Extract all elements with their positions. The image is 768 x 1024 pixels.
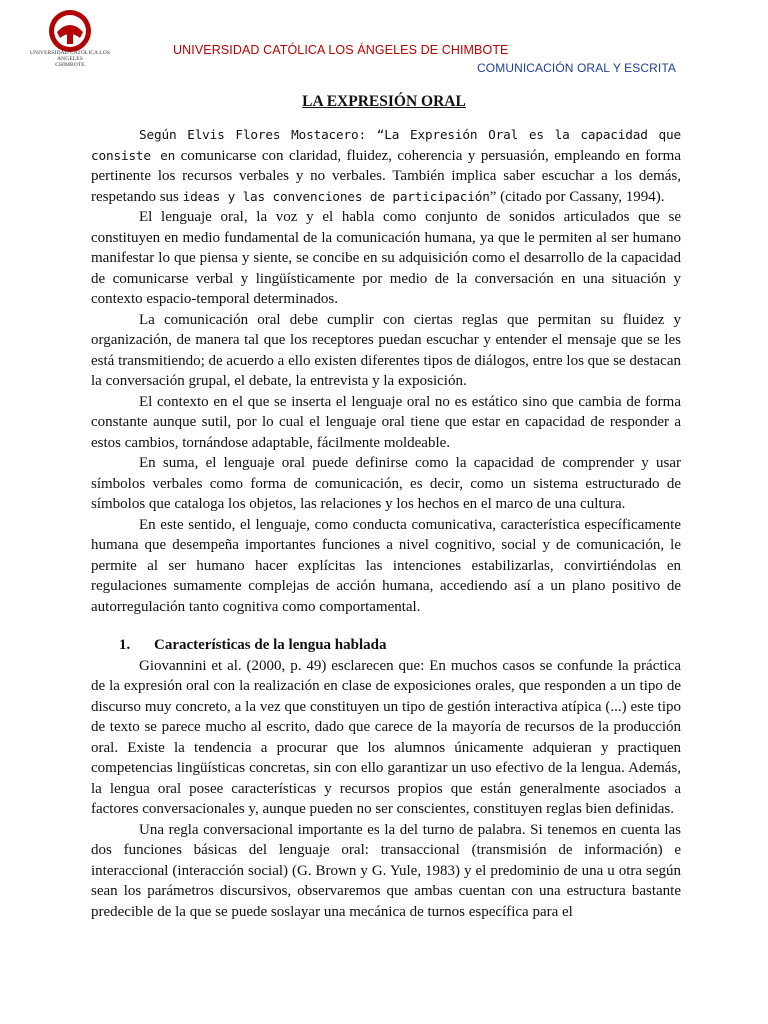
section-heading-1 (91, 635, 681, 656)
paragraph-1-main: comunicarse con claridad, fluidez, coherencia y persuasión, empleando en forma pertinente los recursos verbales y no verbales. También implica saber escuchar a los demás, respetando sus (91, 147, 681, 205)
logo-caption-line2: CHIMBOTE (55, 62, 85, 68)
paragraph-4: El contexto en el que se inserta el lenguaje oral no es estático sino que cambia de forma constante aunque sutil, por lo cual el lenguaje oral tiene que estar en capacidad de responder a estos cambios, tornándose adaptable, fácilmente moldeable. (91, 393, 681, 451)
logo-caption (20, 50, 120, 68)
paragraph-6: En este sentido, el lenguaje, como conducta comunicativa, característica específicamente humana que desempeña importantes funciones a nivel cognitivo, social y de comunicación, le permite al ser humano hacer explícitas las intenciones estabilizarlas, convirtiéndolas en regulaciones sumamente complejas de acción humana, accediendo así a un plano positivo de autorregulación tanto cognitiva como comportamental. (91, 516, 681, 615)
paragraph-5: En suma, el lenguaje oral puede definirse como la capacidad de comprender y usar símbolos verbales como forma de comunicación, es decir, como un sistema estructurado de símbolos que cataloga los objetos, las relaciones y los hechos en el marco de una cultura. (91, 455, 681, 512)
header-course: COMUNICACIÓN ORAL Y ESCRITA (477, 61, 676, 75)
paragraph-1 (91, 125, 681, 207)
paragraph-3: La comunicación oral debe cumplir con ciertas reglas que permitan su fluidez y organización, de manera tal que los receptores puedan escuchar y entender el mensaje que se les está transmitiendo; de acuerdo a ello existen diferentes tipos de diálogos, entre los que se destacan la conversación grupal, el debate, la entrevista y la exposición. (91, 311, 681, 389)
paragraph-1-quote-start: Según Elvis Flores Mostacero: “La Expresión Oral es la capacidad que consiste en (91, 127, 681, 163)
logo-caption-line1: UNIVERSIDAD CATÓLICA LOS ÁNGELES (29, 50, 110, 62)
paragraph-8: Una regla conversacional importante es la del turno de palabra. Si tenemos en cuenta las dos funciones básicas del lenguaje oral: transaccional (transmisión de información) e interaccional (interacción social) (G. Brown y G. Yule, 1983) y el predominio de una u otra según sean los parámetros discursivos, observaremos que ambas cuentan con una estructura bastante predecible de la que se puede soslayar una mecánica de turnos específica para el (91, 821, 681, 920)
section-title: Características de la lengua hablada (154, 637, 387, 653)
section-number: 1. (119, 637, 131, 653)
document-title: LA EXPRESIÓN ORAL (302, 93, 466, 110)
paragraph-2: El lenguaje oral, la voz y el habla como conjunto de sonidos articulados que se constituyen en medio fundamental de la comunicación humana, ya que le permiten al ser humano manifestar lo que piensa y siente, se concibe en su adquisición como el desarrollo de la capacidad de comunicarse verbal y lingüísticamente por medio de la conversación en una situación y contexto espacio-temporal determinados. (91, 209, 681, 307)
paragraph-1-quote-end: ideas y las convenciones de participación (182, 188, 490, 204)
university-emblem-icon (47, 8, 93, 54)
header-university: UNIVERSIDAD CATÓLICA LOS ÁNGELES DE CHIMBOTE (173, 43, 509, 57)
document-body (91, 125, 681, 922)
paragraph-1-citation: ” (citado por Cassany, 1994). (489, 188, 665, 205)
university-logo (20, 8, 120, 68)
paragraph-7: Giovannini et al. (2000, p. 49) esclarecen que: En muchos casos se confunde la práctica de la expresión oral con la realización en clase de exposiciones orales, que responden a un tipo de discurso muy concreto, a la vez que constituyen un tipo de gestión interactiva atípica (...) este tipo de texto se parece mucho al escrito, dado que carece de la mayoría de recursos de la producción oral. Existe la tendencia a procurar que los alumnos únicamente adquieran y practiquen competencias lingüísticas concretas, sin con ello garantizar un uso efectivo de la lengua. Además, la lengua oral posee características y recursos propios que están generalmente asociados a factores conversacionales y, aunque pueden no ser conscientes, constituyen reglas bien definidas. (91, 657, 681, 817)
